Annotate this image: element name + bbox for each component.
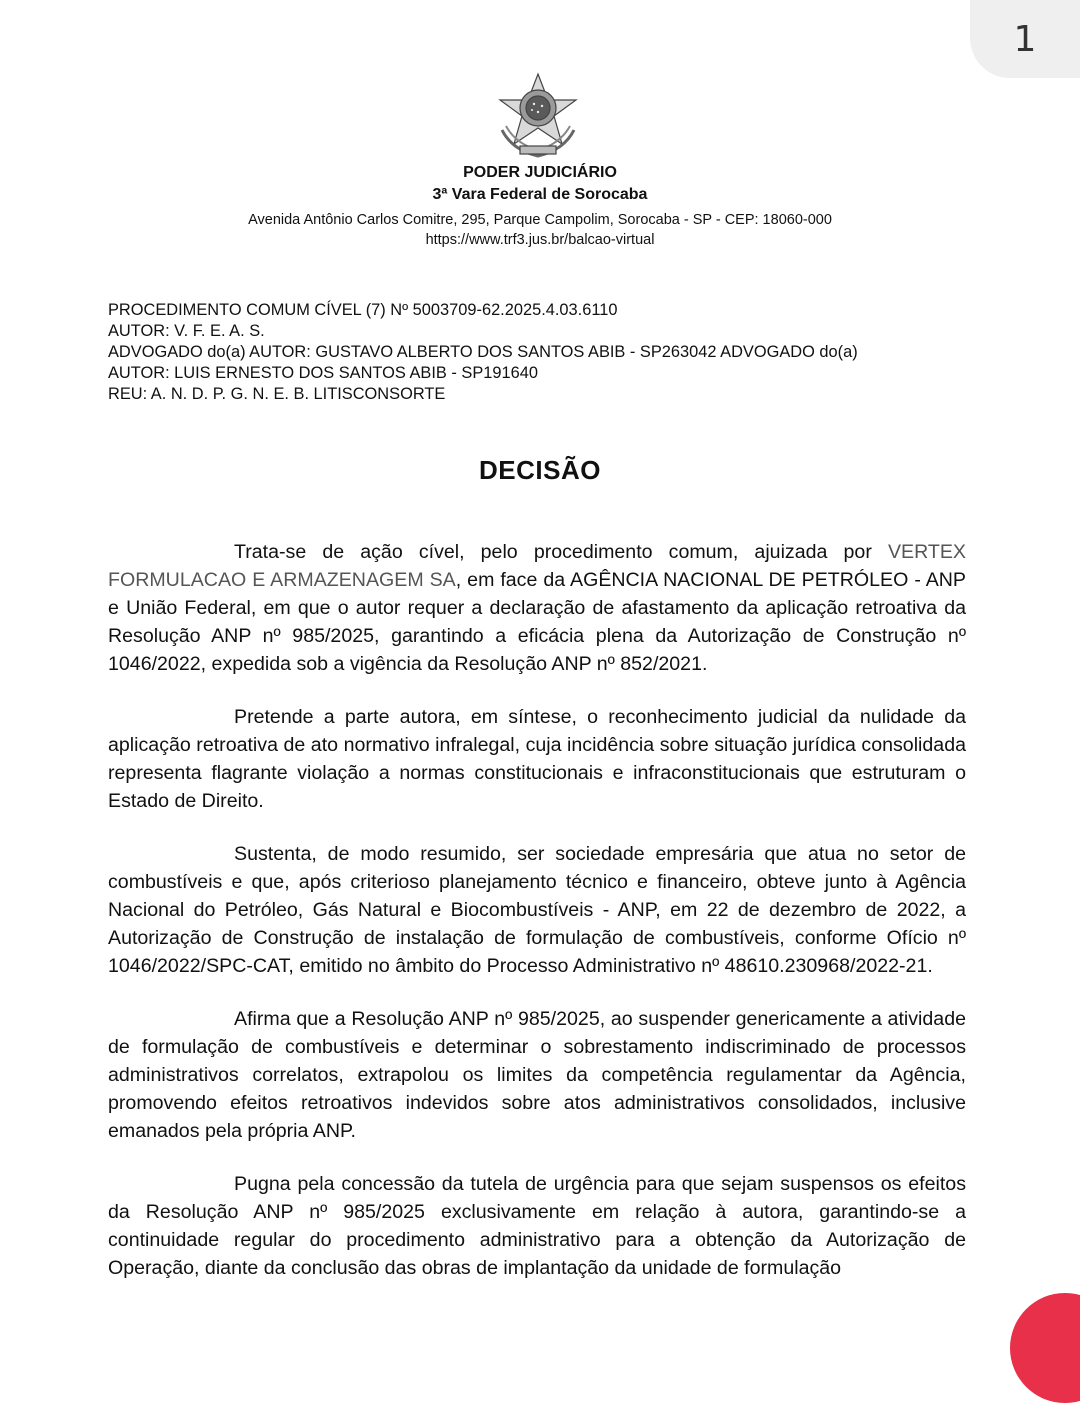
paragraph-2: Pretende a parte autora, em síntese, o reconhecimento judicial da nulidade da aplicação retroativa de ato normativo infralegal, cuja incidência sobre situação jurídica consolidada representa flagrante violação a normas constitucionais e infraconstitucionais que estruturam o Estado de Direito. — [108, 706, 966, 812]
decision-title: DECISÃO — [479, 455, 601, 485]
case-procedure: PROCEDIMENTO COMUM CÍVEL (7) Nº 5003709-62.2025.4.03.6110 — [108, 301, 618, 319]
case-lawyer-1: ADVOGADO do(a) AUTOR: GUSTAVO ALBERTO DOS SANTOS ABIB - SP263042 ADVOGADO do(a) — [108, 343, 858, 361]
paragraph-1 — [108, 538, 966, 678]
red-corner-button[interactable] — [1010, 1293, 1080, 1403]
paragraph-5: Pugna pela concessão da tutela de urgência para que sejam suspensos os efeitos da Resolução ANP nº 985/2025 exclusivamente em relação à autora, garantindo-se a continuidade regular do procedimento administrativo para a obtenção da Autorização de Operação, diante da conclusão das obras de implantação da unidade de formulação — [108, 1173, 966, 1279]
paragraph-1-start: Trata-se de ação cível, pelo procedimento comum, ajuizada por — [234, 541, 888, 563]
paragraph-3: Sustenta, de modo resumido, ser sociedade empresária que atua no setor de combustíveis e que, após criterioso planejamento técnico e financeiro, obteve junto à Agência Nacional do Petróleo, Gás Natural e Biocombustíveis - ANP, em 22 de dezembro de 2022, a Autorização de Construção de instalação de formulação de combustíveis, conforme Ofício nº 1046/2022/SPC-CAT, emitido no âmbito do Processo Administrativo nº 48610.230968/2022-21. — [108, 843, 966, 977]
paragraph-1-rest: , em face da AGÊNCIA NACIONAL DE PETRÓLEO - ANP e União Federal, em que o autor requer a declaração de afastamento da aplicação retroativa da Resolução ANP nº 985/2025, garantindo a eficácia plena da Autorização de Construção nº 1046/2022, expedida sob a vigência da Resolução ANP nº 852/2021. — [108, 569, 967, 675]
company-name: VERTEX FORMULACAO E ARMAZENAGEM SA — [108, 541, 966, 591]
court-name: 3ª Vara Federal de Sorocaba — [432, 186, 648, 203]
organization-title: PODER JUDICIÁRIO — [463, 164, 617, 181]
coat-of-arms-emblem — [492, 70, 584, 162]
page-number-badge: 1 — [970, 0, 1080, 78]
court-url: https://www.trf3.jus.br/balcao-virtual — [425, 232, 655, 248]
case-defendant: REU: A. N. D. P. G. N. E. B. LITISCONSORTE — [108, 385, 446, 403]
case-lawyer-2: AUTOR: LUIS ERNESTO DOS SANTOS ABIB - SP191640 — [108, 364, 538, 382]
paragraph-4: Afirma que a Resolução ANP nº 985/2025, ao suspender genericamente a atividade de formulação de combustíveis e determinar o sobrestamento indiscriminado de processos administrativos correlatos, extrapolou os limites da competência regulamentar da Agência, promovendo efeitos retroativos indevidos sobre atos administrativos consolidados, inclusive emanados pela própria ANP. — [108, 1008, 966, 1142]
case-info — [108, 300, 978, 405]
court-address: Avenida Antônio Carlos Comitre, 295, Parque Campolim, Sorocaba - SP - CEP: 18060-000 — [248, 212, 832, 228]
decision-body — [108, 538, 966, 1307]
case-author: AUTOR: V. F. E. A. S. — [108, 322, 265, 340]
